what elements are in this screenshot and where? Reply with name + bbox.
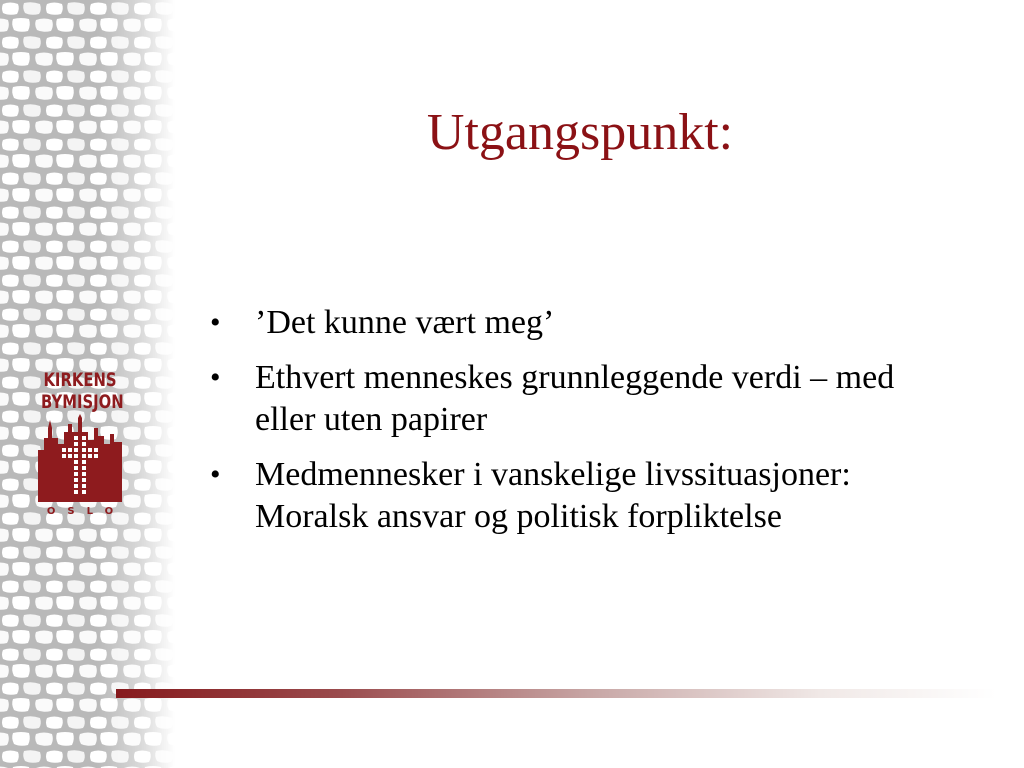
bullet-item	[208, 357, 908, 441]
bullet-list	[208, 302, 908, 551]
bullet-glyph: •	[210, 306, 221, 339]
bullet-item	[208, 454, 908, 538]
logo-line-oslo: OSLO	[46, 506, 126, 517]
bullet-glyph: •	[210, 361, 221, 394]
bullet-text: Ethvert menneskes grunnleggende verdi – med eller uten papirer	[255, 359, 895, 438]
bullet-glyph: •	[210, 458, 221, 491]
logo-line-bymisjon: BYMISJON	[41, 391, 124, 413]
kirkens-bymisjon-logo	[30, 368, 130, 524]
slide-title: Utgangspunkt:	[426, 104, 734, 161]
city-skyline-cross-icon	[38, 414, 122, 502]
bullet-text: Medmennesker i vanskelige livssituasjoner: Moralsk ansvar og politisk forpliktelse	[255, 456, 851, 535]
bullet-text: ’Det kunne vært meg’	[255, 304, 555, 341]
accent-divider-bar	[116, 689, 996, 698]
bullet-item	[208, 302, 908, 344]
logo-line-kirkens: KIRKENS	[43, 369, 117, 391]
